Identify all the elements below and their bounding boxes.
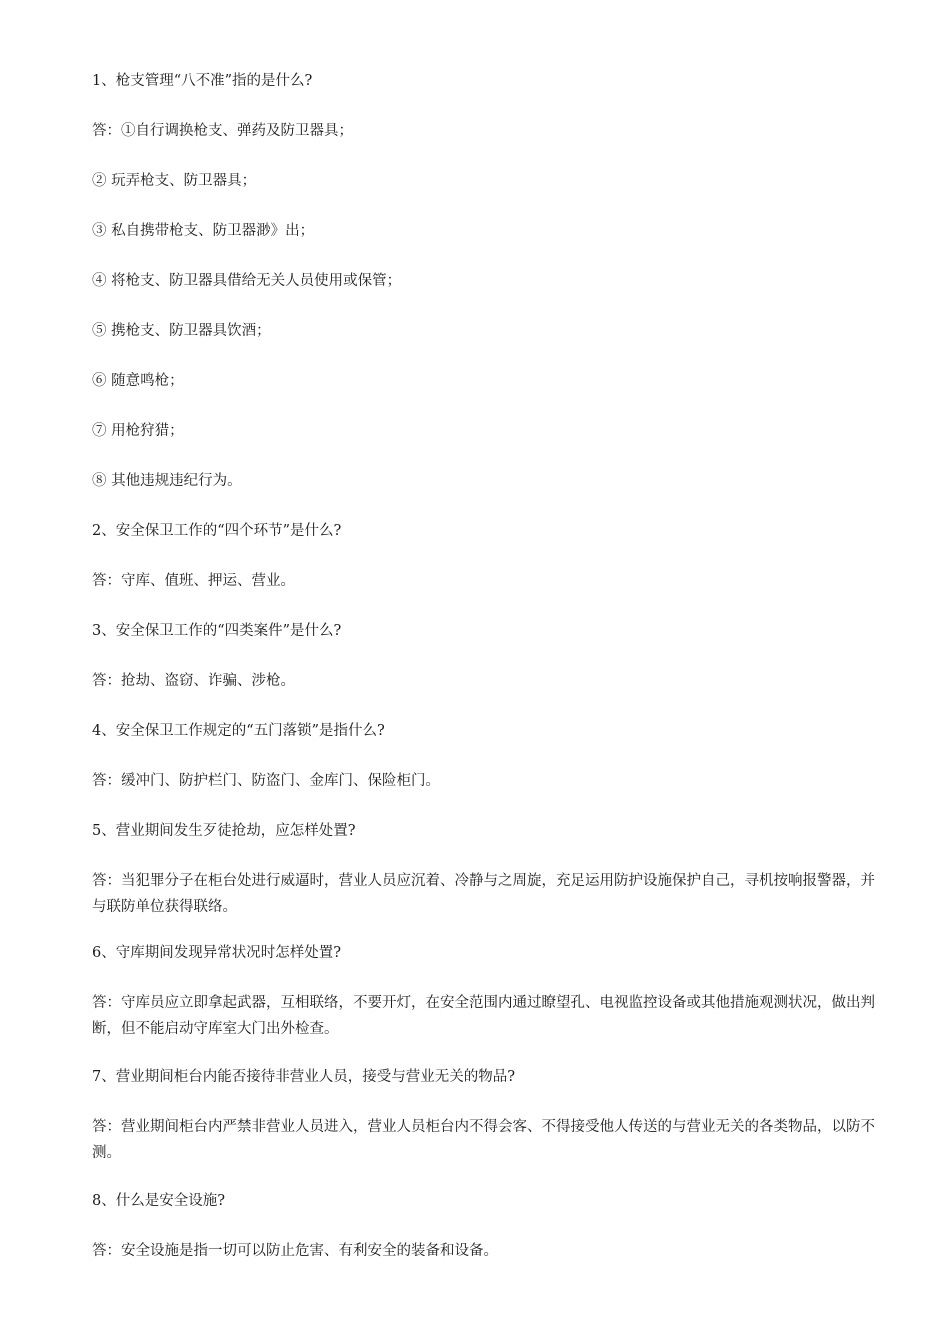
- answer-6: 答：守库员应立即拿起武器，互相联络，不要开灯，在安全范围内通过瞭望孔、电视监控设备或其他措施观测状况，做出判断，但不能启动守库室大门出外检查。: [92, 995, 875, 1037]
- question-7: 7、营业期间柜台内能否接待非营业人员，接受与营业无关的物品?: [92, 1069, 515, 1085]
- question-4: 4、安全保卫工作规定的“五门落锁”是指什么?: [92, 723, 385, 739]
- question-6: 6、守库期间发现异常状况时怎样处置?: [92, 945, 341, 961]
- answer-1-item-3: ③ 私自携带枪支、防卫器渺》出；: [92, 223, 315, 239]
- question-3: 3、安全保卫工作的“四类案件”是什么?: [92, 623, 342, 639]
- answer-8: 答：安全设施是指一切可以防止危害、有利安全的装备和设备。: [92, 1243, 498, 1259]
- answer-1-item-7: ⑦ 用枪狩猎；: [92, 423, 184, 439]
- question-8: 8、什么是安全设施?: [92, 1193, 225, 1209]
- answer-1-item-5: ⑤ 携枪支、防卫器具饮酒；: [92, 323, 271, 339]
- answer-1-item-8: ⑧ 其他违规违纪行为。: [92, 473, 242, 489]
- question-5: 5、营业期间发生歹徒抢劫，应怎样处置?: [92, 823, 356, 839]
- answer-1-item-4: ④ 将枪支、防卫器具借给无关人员使用或保管；: [92, 273, 402, 289]
- question-2: 2、安全保卫工作的“四个环节”是什么?: [92, 523, 342, 539]
- answer-1-item-1: 答：①自行调换枪支、弹药及防卫器具；: [92, 123, 353, 139]
- question-1: 1、枪支管理“八不准”指的是什么?: [92, 73, 313, 89]
- answer-1-item-2: ② 玩弄枪支、防卫器具；: [92, 173, 257, 189]
- answer-2: 答：守库、值班、押运、营业。: [92, 573, 295, 589]
- answer-3: 答：抢劫、盗窃、诈骗、涉枪。: [92, 673, 295, 689]
- answer-7: 答：营业期间柜台内严禁非营业人员进入，营业人员柜台内不得会客、不得接受他人传送的与营业无关的各类物品，以防不测。: [92, 1119, 875, 1161]
- answer-4: 答：缓冲门、防护栏门、防盗门、金库门、保险柜门。: [92, 773, 440, 789]
- answer-1-item-6: ⑥ 随意鸣枪；: [92, 373, 184, 389]
- answer-5: 答：当犯罪分子在柜台处进行威逼时，营业人员应沉着、冷静与之周旋，充足运用防护设施保护自己，寻机按响报警器，并与联防单位获得联络。: [92, 873, 875, 915]
